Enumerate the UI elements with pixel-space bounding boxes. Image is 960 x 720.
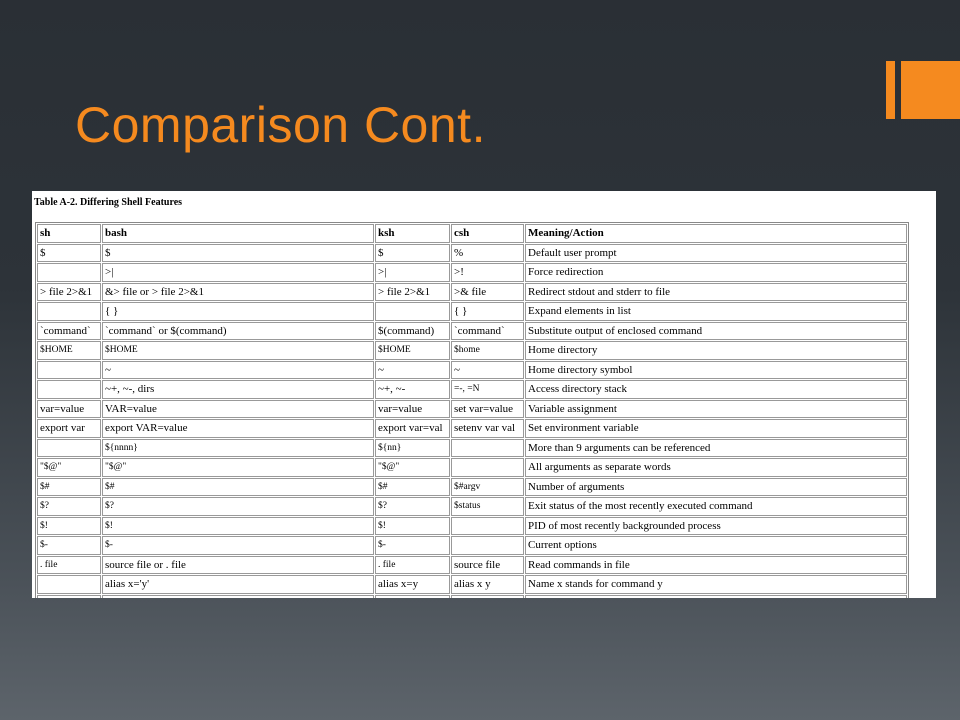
cell-ksh: >| <box>375 263 450 282</box>
table-row <box>37 244 907 263</box>
table-row <box>37 517 907 536</box>
cell-meaning: Exit status of the most recently executed command <box>525 497 907 516</box>
cell-ksh: > file 2>&1 <box>375 283 450 302</box>
table-row <box>37 400 907 419</box>
cell-csh <box>451 517 524 536</box>
cell-bash: source file or . file <box>102 556 374 575</box>
table-row <box>37 283 907 302</box>
cell-sh: $# <box>37 478 101 497</box>
cell-ksh: export var=val <box>375 419 450 438</box>
cell-sh: "$@" <box>37 458 101 477</box>
cell-meaning: Default user prompt <box>525 244 907 263</box>
cell-bash <box>102 595 374 599</box>
cell-sh: $? <box>37 497 101 516</box>
cell-meaning: Read commands in file <box>525 556 907 575</box>
cell-meaning: Home directory symbol <box>525 361 907 380</box>
table-row <box>37 478 907 497</box>
cell-bash: >| <box>102 263 374 282</box>
shell-features-table-image <box>32 191 936 598</box>
cell-csh <box>451 595 524 599</box>
table-row <box>37 341 907 360</box>
accent-bar-thin <box>886 61 895 119</box>
cell-bash: ~ <box>102 361 374 380</box>
table-row <box>37 302 907 321</box>
shell-features-table <box>35 222 909 598</box>
cell-csh <box>451 439 524 458</box>
cell-meaning: Substitute output of enclosed command <box>525 322 907 341</box>
cell-sh <box>37 380 101 399</box>
cell-sh: $- <box>37 536 101 555</box>
table-row <box>37 536 907 555</box>
cell-csh: ~ <box>451 361 524 380</box>
cell-meaning: Access directory stack <box>525 380 907 399</box>
cell-meaning: Redirect stdout and stderr to file <box>525 283 907 302</box>
slide-title: Comparison Cont. <box>75 97 486 153</box>
cell-csh: set var=value <box>451 400 524 419</box>
cell-csh <box>451 536 524 555</box>
table-header-row <box>37 224 907 243</box>
table-row <box>37 458 907 477</box>
cell-sh: $HOME <box>37 341 101 360</box>
table-caption: Table A-2. Differing Shell Features <box>34 197 183 208</box>
cell-csh: % <box>451 244 524 263</box>
cell-csh: source file <box>451 556 524 575</box>
table-row <box>37 556 907 575</box>
cell-sh: export var <box>37 419 101 438</box>
cell-ksh: $HOME <box>375 341 450 360</box>
cell-ksh: ${nn} <box>375 439 450 458</box>
cell-ksh: $? <box>375 497 450 516</box>
cell-ksh: $! <box>375 517 450 536</box>
cell-bash: VAR=value <box>102 400 374 419</box>
cell-ksh: $(command) <box>375 322 450 341</box>
cell-ksh: $- <box>375 536 450 555</box>
cell-bash: ${nnnn} <box>102 439 374 458</box>
table-row <box>37 322 907 341</box>
cell-sh: $ <box>37 244 101 263</box>
accent-bar-block <box>901 61 960 119</box>
cell-meaning: PID of most recently backgrounded process <box>525 517 907 536</box>
header-ksh: ksh <box>375 224 450 243</box>
cell-ksh: var=value <box>375 400 450 419</box>
cell-sh: . file <box>37 556 101 575</box>
table-row <box>37 380 907 399</box>
cell-bash: $- <box>102 536 374 555</box>
table-row <box>37 497 907 516</box>
cell-meaning: Home directory <box>525 341 907 360</box>
cell-csh: >& file <box>451 283 524 302</box>
cell-bash: "$@" <box>102 458 374 477</box>
cell-csh: $home <box>451 341 524 360</box>
cell-sh <box>37 361 101 380</box>
cell-bash: &> file or > file 2>&1 <box>102 283 374 302</box>
table-row <box>37 575 907 594</box>
cell-csh: =-, =N <box>451 380 524 399</box>
cell-bash: ~+, ~-, dirs <box>102 380 374 399</box>
cell-ksh: $# <box>375 478 450 497</box>
table-row <box>37 439 907 458</box>
cell-csh: $status <box>451 497 524 516</box>
cell-bash: $ <box>102 244 374 263</box>
cell-ksh: ~+, ~- <box>375 380 450 399</box>
cell-csh: alias x y <box>451 575 524 594</box>
cell-bash: { } <box>102 302 374 321</box>
table-row <box>37 419 907 438</box>
cell-sh: > file 2>&1 <box>37 283 101 302</box>
cell-csh: $#argv <box>451 478 524 497</box>
cell-meaning: More than 9 arguments can be referenced <box>525 439 907 458</box>
cell-bash: $HOME <box>102 341 374 360</box>
cell-sh <box>37 575 101 594</box>
cell-sh <box>37 595 101 599</box>
cell-bash: $! <box>102 517 374 536</box>
cell-meaning: Set environment variable <box>525 419 907 438</box>
cell-csh: `command` <box>451 322 524 341</box>
cell-bash: $# <box>102 478 374 497</box>
cell-sh: `command` <box>37 322 101 341</box>
cell-csh <box>451 458 524 477</box>
cell-ksh: ~ <box>375 361 450 380</box>
cell-meaning: All arguments as separate words <box>525 458 907 477</box>
cell-sh <box>37 263 101 282</box>
cell-ksh: alias x=y <box>375 575 450 594</box>
cell-bash: export VAR=value <box>102 419 374 438</box>
table-body <box>37 244 907 599</box>
cell-meaning: Force redirection <box>525 263 907 282</box>
cell-csh: setenv var val <box>451 419 524 438</box>
cell-ksh <box>375 302 450 321</box>
cell-meaning: Number of arguments <box>525 478 907 497</box>
cell-csh: { } <box>451 302 524 321</box>
header-csh: csh <box>451 224 524 243</box>
header-bash: bash <box>102 224 374 243</box>
table-row <box>37 263 907 282</box>
cell-sh <box>37 439 101 458</box>
cell-ksh: . file <box>375 556 450 575</box>
cell-bash: `command` or $(command) <box>102 322 374 341</box>
table-row <box>37 361 907 380</box>
cell-ksh: "$@" <box>375 458 450 477</box>
cell-bash: alias x='y' <box>102 575 374 594</box>
cell-csh: >! <box>451 263 524 282</box>
cell-ksh: $ <box>375 244 450 263</box>
cell-sh: $! <box>37 517 101 536</box>
header-sh: sh <box>37 224 101 243</box>
cell-meaning: Current options <box>525 536 907 555</box>
cell-meaning <box>525 595 907 599</box>
header-meaning: Meaning/Action <box>525 224 907 243</box>
cell-meaning: Name x stands for command y <box>525 575 907 594</box>
cell-ksh <box>375 595 450 599</box>
table-row <box>37 595 907 599</box>
cell-meaning: Variable assignment <box>525 400 907 419</box>
cell-bash: $? <box>102 497 374 516</box>
cell-sh: var=value <box>37 400 101 419</box>
cell-sh <box>37 302 101 321</box>
cell-meaning: Expand elements in list <box>525 302 907 321</box>
